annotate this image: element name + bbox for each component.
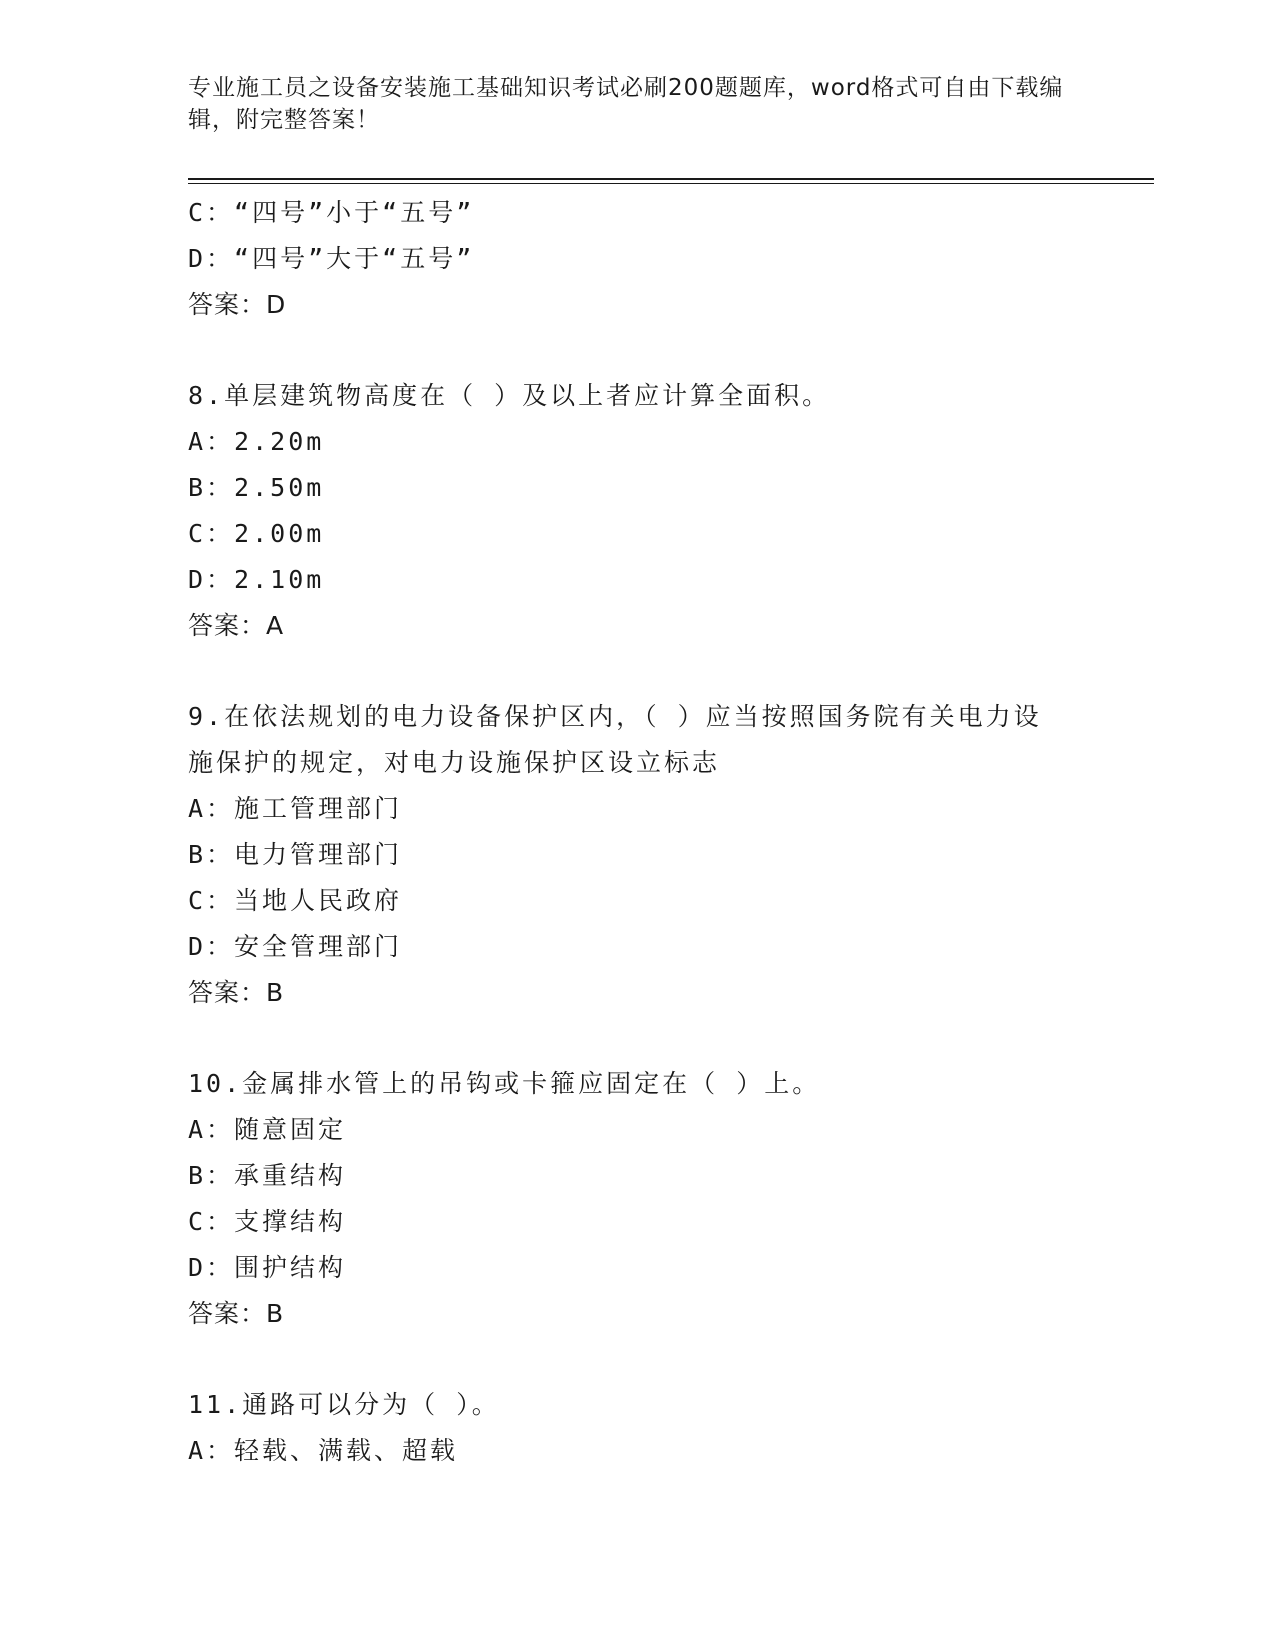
question-stem: 9.在依法规划的电力设备保护区内，（ ）应当按照国务院有关电力设施保护的规定，对电力设施保护区设立标志 [188, 702, 1042, 777]
option-d: D：围护结构 [188, 1253, 347, 1282]
spacer [188, 328, 1088, 373]
option-c: C：当地人民政府 [188, 886, 403, 915]
question-8 [188, 373, 1088, 649]
previous-question-tail [188, 190, 1088, 328]
answer-line: 答案：B [188, 978, 285, 1007]
option-a: A：施工管理部门 [188, 794, 403, 823]
question-stem: 8.单层建筑物高度在（ ）及以上者应计算全面积。 [188, 381, 831, 410]
option-c: C：支撑结构 [188, 1207, 347, 1236]
option-c: C：“四号”小于“五号” [188, 198, 475, 227]
option-d: D：2.10m [188, 565, 325, 594]
question-10 [188, 1061, 1088, 1337]
option-b: B：承重结构 [188, 1161, 347, 1190]
header-divider-thick [188, 178, 1154, 180]
header-divider-thin [188, 183, 1154, 184]
spacer [188, 1337, 1088, 1382]
option-a: A：轻载、满载、超载 [188, 1436, 459, 1465]
question-stem: 11.通路可以分为（ ）。 [188, 1390, 500, 1419]
document-header: 专业施工员之设备安装施工基础知识考试必刷200题题库，word格式可自由下载编辑，附完整答案！ [188, 75, 1064, 133]
spacer [188, 649, 1088, 694]
question-11 [188, 1382, 1088, 1474]
answer-line: 答案：D [188, 290, 287, 319]
option-d: D：“四号”大于“五号” [188, 244, 475, 273]
question-9 [188, 694, 1088, 1016]
option-a: A：2.20m [188, 427, 325, 456]
option-d: D：安全管理部门 [188, 932, 403, 961]
option-b: B：2.50m [188, 473, 325, 502]
question-list [188, 190, 1088, 1474]
question-stem: 10.金属排水管上的吊钩或卡箍应固定在（ ）上。 [188, 1069, 821, 1098]
option-c: C：2.00m [188, 519, 325, 548]
option-b: B：电力管理部门 [188, 840, 403, 869]
answer-line: 答案：A [188, 611, 285, 640]
spacer [188, 1016, 1088, 1061]
option-a: A：随意固定 [188, 1115, 347, 1144]
answer-line: 答案：B [188, 1299, 285, 1328]
